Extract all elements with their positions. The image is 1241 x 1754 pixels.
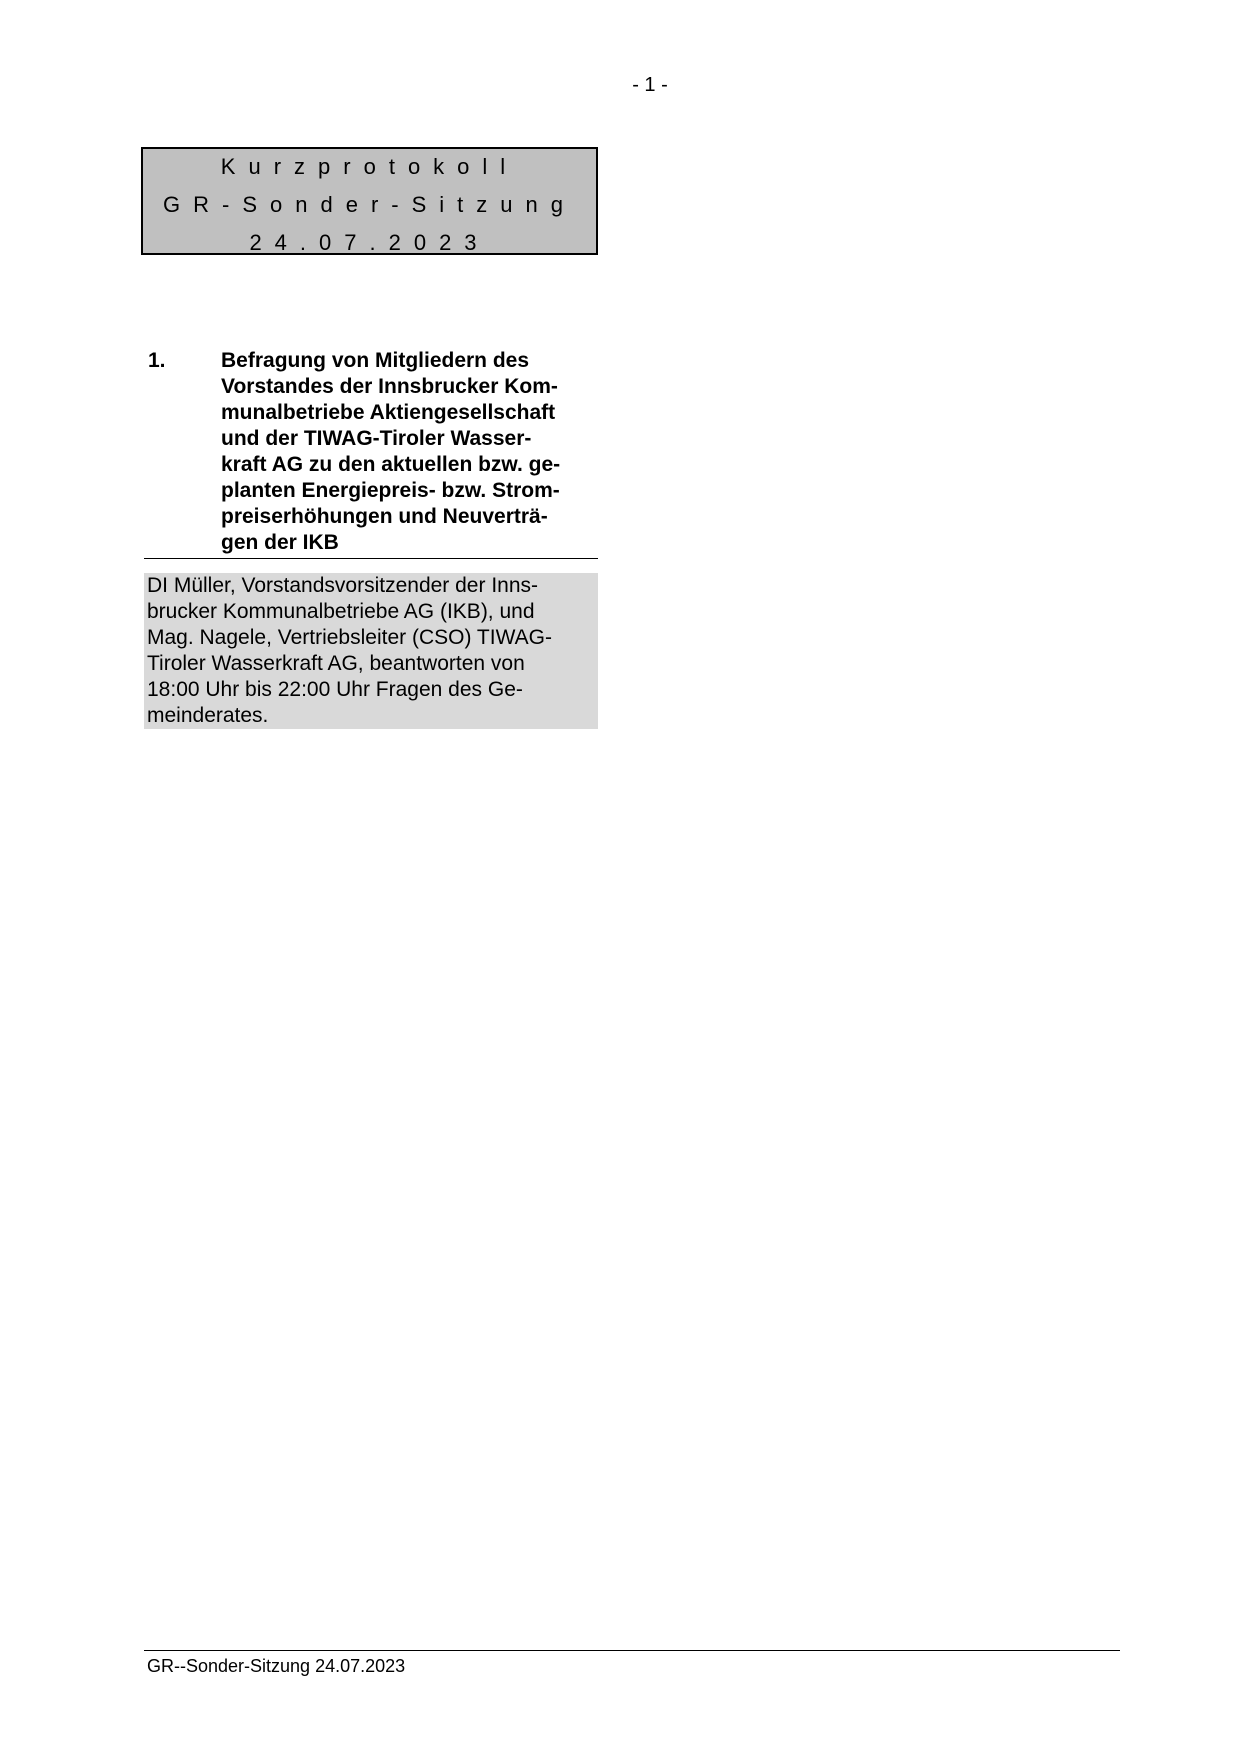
agenda-item-number: 1.: [148, 349, 166, 372]
body-line: meinderates.: [147, 704, 269, 727]
heading-line: gen der IKB: [221, 531, 339, 554]
body-line: Mag. Nagele, Vertriebsleiter (CSO) TIWAG-: [147, 626, 552, 649]
session-date: 24.07.2023: [249, 230, 490, 255]
body-line: brucker Kommunalbetriebe AG (IKB), und: [147, 600, 535, 623]
heading-line: Befragung von Mitgliedern des: [221, 349, 530, 372]
heading-line: Vorstandes der Innsbrucker Kom-: [221, 375, 558, 398]
agenda-item-heading: [221, 348, 601, 556]
footer-text: GR--Sonder-Sitzung 24.07.2023: [147, 1656, 406, 1676]
document-title: Kurzprotokoll: [220, 154, 519, 179]
heading-line: preiserhöhungen und Neuverträ-: [221, 505, 548, 528]
session-name: GR-Sonder-Sitzung: [163, 192, 576, 217]
heading-line: munalbetriebe Aktiengesellschaft: [221, 401, 556, 424]
page-number: - 1 -: [632, 74, 668, 96]
body-line: Tiroler Wasserkraft AG, beantworten von: [147, 652, 525, 675]
heading-line: kraft AG zu den aktuellen bzw. ge-: [221, 453, 561, 476]
heading-line: und der TIWAG-Tiroler Wasser-: [221, 427, 532, 450]
footer-divider: [144, 1650, 1120, 1651]
heading-divider: [144, 558, 598, 559]
body-line: 18:00 Uhr bis 22:00 Uhr Fragen des Ge-: [147, 678, 523, 701]
title-box: [141, 147, 598, 255]
agenda-item-body: [144, 573, 598, 729]
body-line: DI Müller, Vorstandsvorsitzender der Inns-: [147, 574, 539, 597]
heading-line: planten Energiepreis- bzw. Strom-: [221, 479, 560, 502]
